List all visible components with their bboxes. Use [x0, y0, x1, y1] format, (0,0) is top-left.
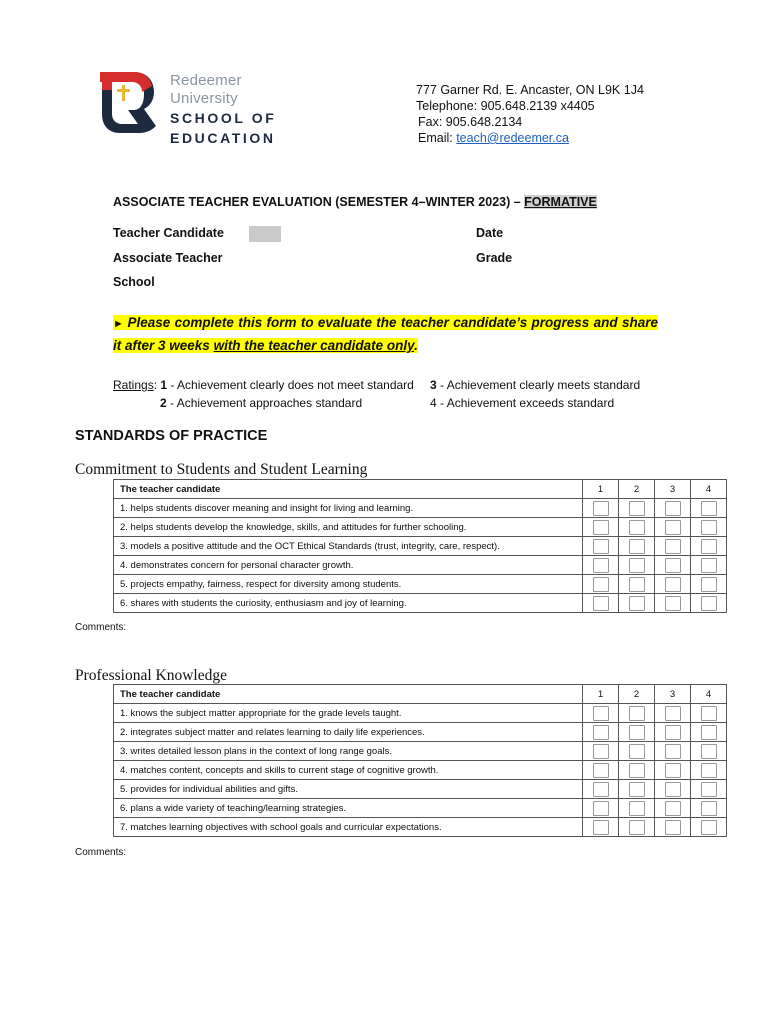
instruction-period: .	[414, 338, 418, 353]
teacher-candidate-field[interactable]	[249, 226, 281, 242]
instruction-text	[113, 312, 658, 356]
rating-checkbox[interactable]	[629, 801, 645, 816]
rating-checkbox[interactable]	[629, 763, 645, 778]
rating-1-text: - Achievement clearly does not meet standard	[167, 378, 414, 392]
logo-emblem-icon	[98, 70, 158, 134]
criterion-text: 5. projects empathy, fairness, respect for diversity among students.	[114, 575, 583, 594]
rating-checkbox[interactable]	[629, 577, 645, 592]
rating-checkbox[interactable]	[593, 801, 609, 816]
rating-checkbox[interactable]	[665, 706, 681, 721]
date-label: Date	[476, 226, 504, 240]
rating-checkbox[interactable]	[665, 520, 681, 535]
rating-checkbox[interactable]	[593, 501, 609, 516]
rating-checkbox[interactable]	[665, 820, 681, 835]
rating-checkbox[interactable]	[629, 558, 645, 573]
rating-checkbox[interactable]	[593, 596, 609, 611]
rating-checkbox[interactable]	[701, 782, 717, 797]
rating-4-num: 4	[430, 396, 437, 410]
rating-checkbox[interactable]	[629, 820, 645, 835]
rating-checkbox[interactable]	[701, 725, 717, 740]
email-link[interactable]: teach@redeemer.ca	[456, 131, 569, 145]
rating-checkbox[interactable]	[593, 820, 609, 835]
column-4: 4	[691, 480, 727, 499]
rating-checkbox[interactable]	[665, 539, 681, 554]
rating-checkbox[interactable]	[701, 501, 717, 516]
column-2: 2	[619, 685, 655, 704]
rating-checkbox[interactable]	[593, 706, 609, 721]
column-1: 1	[583, 480, 619, 499]
rating-checkbox[interactable]	[665, 744, 681, 759]
telephone: Telephone: 905.648.2139 x4405	[416, 99, 595, 113]
rating-checkbox[interactable]	[701, 596, 717, 611]
rating-1-num: 1	[160, 378, 168, 392]
logo-school-line1: SCHOOL OF	[170, 110, 277, 126]
criterion-text: 6. shares with students the curiosity, enthusiasm and joy of learning.	[114, 594, 583, 613]
table-row	[114, 499, 727, 518]
rating-checkbox[interactable]	[665, 801, 681, 816]
rating-checkbox[interactable]	[629, 725, 645, 740]
school-label: School	[113, 275, 155, 289]
rating-3-num: 3	[430, 378, 437, 392]
criterion-text: 4. matches content, concepts and skills to current stage of cognitive growth.	[114, 761, 583, 780]
logo-university-name: Redeemer University	[170, 72, 242, 107]
table-row	[114, 518, 727, 537]
rating-checkbox[interactable]	[629, 596, 645, 611]
standards-heading: STANDARDS OF PRACTICE	[75, 428, 268, 444]
rating-checkbox[interactable]	[629, 520, 645, 535]
table-row	[114, 818, 727, 837]
rating-checkbox[interactable]	[593, 763, 609, 778]
ratings-colon: :	[153, 378, 161, 392]
rating-checkbox[interactable]	[701, 539, 717, 554]
rating-checkbox[interactable]	[665, 763, 681, 778]
rating-checkbox[interactable]	[701, 820, 717, 835]
ratings-legend-left	[113, 376, 414, 412]
fax: Fax: 905.648.2134	[418, 115, 523, 129]
rating-4-text: - Achievement exceeds standard	[436, 396, 615, 410]
rating-checkbox[interactable]	[665, 782, 681, 797]
instruction-part1: Please complete this form to evaluate the teacher candidate’s progress and share it after 3 weeks	[113, 315, 658, 353]
rating-checkbox[interactable]	[665, 501, 681, 516]
section-title: Professional Knowledge	[75, 667, 227, 684]
table-row	[114, 723, 727, 742]
table-row	[114, 799, 727, 818]
teacher-candidate-label: Teacher Candidate	[113, 226, 224, 240]
table-header-row	[114, 685, 727, 704]
rating-checkbox[interactable]	[629, 539, 645, 554]
rating-checkbox[interactable]	[701, 801, 717, 816]
section-title: Commitment to Students and Student Learning	[75, 461, 368, 478]
logo-school-line2: EDUCATION	[170, 130, 276, 146]
column-2: 2	[619, 480, 655, 499]
column-1: 1	[583, 685, 619, 704]
column-4: 4	[691, 685, 727, 704]
rating-checkbox[interactable]	[665, 558, 681, 573]
rating-checkbox[interactable]	[665, 725, 681, 740]
email-line	[418, 130, 644, 146]
rating-checkbox[interactable]	[701, 520, 717, 535]
column-3: 3	[655, 480, 691, 499]
form-title	[113, 195, 597, 209]
ratings-legend-right	[430, 376, 640, 412]
contact-address	[416, 82, 644, 146]
column-3: 3	[655, 685, 691, 704]
rating-2-text: - Achievement approaches standard	[166, 396, 363, 410]
form-title-main: ASSOCIATE TEACHER EVALUATION (SEMESTER 4–WINTER 2023) –	[113, 195, 525, 209]
evaluation-table	[113, 684, 727, 837]
table-header: The teacher candidate	[114, 685, 583, 704]
email-label: Email:	[418, 131, 457, 145]
grade-label: Grade	[476, 251, 513, 265]
table-row	[114, 742, 727, 761]
evaluation-table	[113, 479, 727, 613]
formative-label: FORMATIVE	[524, 195, 597, 209]
ratings-label: Ratings	[113, 378, 154, 392]
instruction-emphasis: with the teacher candidate only	[213, 338, 415, 353]
rating-checkbox[interactable]	[593, 744, 609, 759]
criterion-text: 1. helps students discover meaning and insight for living and learning.	[114, 499, 583, 518]
rating-checkbox[interactable]	[701, 744, 717, 759]
rating-checkbox[interactable]	[701, 763, 717, 778]
rating-checkbox[interactable]	[593, 725, 609, 740]
criterion-text: 2. integrates subject matter and relates learning to daily life experiences.	[114, 723, 583, 742]
rating-checkbox[interactable]	[593, 577, 609, 592]
comments-label: Comments:	[75, 847, 127, 858]
table-row	[114, 537, 727, 556]
rating-checkbox[interactable]	[665, 577, 681, 592]
table-header-row	[114, 480, 727, 499]
associate-teacher-label: Associate Teacher	[113, 251, 223, 265]
arrow-icon: ►	[113, 318, 128, 330]
address-line: 777 Garner Rd. E. Ancaster, ON L9K 1J4	[416, 83, 644, 97]
rating-checkbox[interactable]	[593, 520, 609, 535]
rating-checkbox[interactable]	[593, 558, 609, 573]
rating-checkbox[interactable]	[629, 706, 645, 721]
rating-checkbox[interactable]	[629, 744, 645, 759]
redeemer-logo	[98, 70, 308, 146]
table-row	[114, 556, 727, 575]
criterion-text: 3. models a positive attitude and the OCT Ethical Standards (trust, integrity, care, respect).	[114, 537, 583, 556]
criterion-text: 4. demonstrates concern for personal character growth.	[114, 556, 583, 575]
comments-label: Comments:	[75, 622, 127, 633]
table-row	[114, 704, 727, 723]
table-header: The teacher candidate	[114, 480, 583, 499]
table-row	[114, 780, 727, 799]
table-row	[114, 594, 727, 613]
rating-3-text: - Achievement clearly meets standard	[436, 378, 641, 392]
criterion-text: 5. provides for individual abilities and gifts.	[114, 780, 583, 799]
rating-checkbox[interactable]	[629, 501, 645, 516]
rating-checkbox[interactable]	[593, 782, 609, 797]
criterion-text: 6. plans a wide variety of teaching/learning strategies.	[114, 799, 583, 818]
criterion-text: 2. helps students develop the knowledge, skills, and attitudes for further schooling.	[114, 518, 583, 537]
rating-checkbox[interactable]	[629, 782, 645, 797]
rating-checkbox[interactable]	[701, 558, 717, 573]
table-row	[114, 575, 727, 594]
rating-checkbox[interactable]	[701, 706, 717, 721]
rating-checkbox[interactable]	[701, 577, 717, 592]
table-row	[114, 761, 727, 780]
criterion-text: 3. writes detailed lesson plans in the context of long range goals.	[114, 742, 583, 761]
rating-checkbox[interactable]	[665, 596, 681, 611]
rating-checkbox[interactable]	[593, 539, 609, 554]
criterion-text: 1. knows the subject matter appropriate for the grade levels taught.	[114, 704, 583, 723]
criterion-text: 7. matches learning objectives with school goals and curricular expectations.	[114, 818, 583, 837]
rating-2-num: 2	[160, 396, 167, 410]
